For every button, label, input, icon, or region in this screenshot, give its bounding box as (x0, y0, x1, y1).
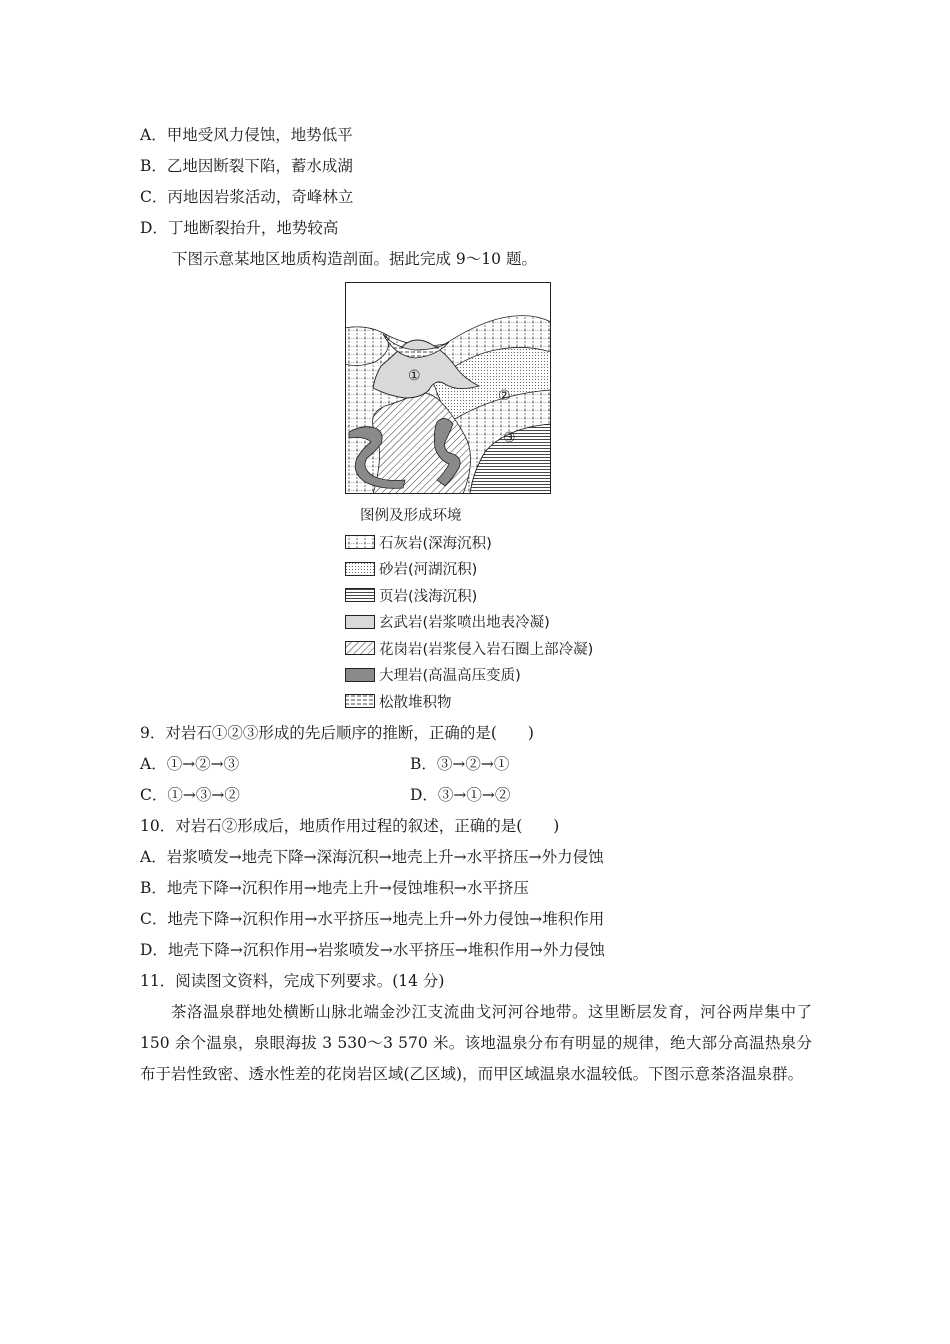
q9-stem: 9．对岩石①②③形成的先后顺序的推断，正确的是( ) (140, 724, 534, 742)
q9-option-c: C．①→③→② (140, 786, 240, 804)
legend-item-limestone (345, 529, 593, 556)
q10-option-b: B．地壳下降→沉积作用→地壳上升→侵蚀堆积→水平挤压 (140, 879, 529, 897)
q11-passage: 茶洛温泉群地处横断山脉北端金沙江支流曲戈河河谷地带。这里断层发育，河谷两岸集中了 150 余个温泉，泉眼海拔 3 530～3 570 米。该地温泉分布有明显的规律，绝大部分高温热泉分布于岩性致密、透水性差的花岗岩区域(乙区域)，而甲区域温泉水温较低。下图示意茶洛温泉群。 (140, 1003, 812, 1083)
label-rock-1: ① (408, 368, 421, 384)
sandstone-swatch (345, 562, 375, 576)
intro-9-10: 下图示意某地区地质构造剖面。据此完成 9～10 题。 (172, 250, 537, 268)
legend-item-shale (345, 582, 593, 609)
legend-label: 页岩(浅海沉积) (379, 588, 478, 605)
label-rock-2: ② (498, 388, 511, 404)
q8-option-b: B．乙地因断裂下陷，蓄水成湖 (140, 157, 353, 175)
q10-option-c: C．地壳下降→沉积作用→水平挤压→地壳上升→外力侵蚀→堆积作用 (140, 910, 605, 928)
q10-option-a: A．岩浆喷发→地壳下降→深海沉积→地壳上升→水平挤压→外力侵蚀 (140, 848, 604, 866)
marble-swatch (345, 668, 375, 682)
granite-swatch (345, 641, 375, 655)
basalt-swatch (345, 615, 375, 629)
q11-stem: 11．阅读图文资料，完成下列要求。(14 分) (140, 972, 445, 990)
legend-label: 大理岩(高温高压变质) (379, 668, 521, 685)
q8-option-c: C．丙地因岩浆活动，奇峰林立 (140, 188, 354, 206)
legend-label: 松散堆积物 (379, 694, 452, 711)
label-rock-3: ③ (503, 430, 516, 446)
legend-item-granite (345, 635, 593, 662)
q9-option-b: B．③→②→① (410, 755, 510, 773)
limestone-swatch (345, 535, 375, 549)
legend-label: 花岗岩(岩浆侵入岩石圈上部冷凝) (379, 641, 594, 658)
legend-label: 玄武岩(岩浆喷出地表冷凝) (379, 615, 550, 632)
q8-option-d: D．丁地断裂抬升，地势较高 (140, 219, 339, 237)
legend-label: 石灰岩(深海沉积) (379, 535, 492, 552)
q10-stem: 10．对岩石②形成后，地质作用过程的叙述，正确的是( ) (140, 817, 560, 835)
legend-item-marble (345, 662, 593, 689)
legend-item-sandstone (345, 556, 593, 583)
q9-option-a: A．①→②→③ (140, 755, 240, 773)
legend-label: 砂岩(河湖沉积) (379, 562, 478, 579)
q10-option-d: D．地壳下降→沉积作用→岩浆喷发→水平挤压→堆积作用→外力侵蚀 (140, 941, 605, 959)
geologic-cross-section-figure (345, 282, 551, 494)
q8-option-a: A．甲地受风力侵蚀，地势低平 (140, 126, 353, 144)
shale-swatch (345, 588, 375, 602)
legend (345, 529, 593, 715)
loose-deposit-swatch (345, 694, 375, 708)
legend-item-loose (345, 688, 593, 715)
legend-title: 图例及形成环境 (360, 508, 462, 524)
q9-option-d: D．③→①→② (410, 786, 511, 804)
legend-item-basalt (345, 609, 593, 636)
